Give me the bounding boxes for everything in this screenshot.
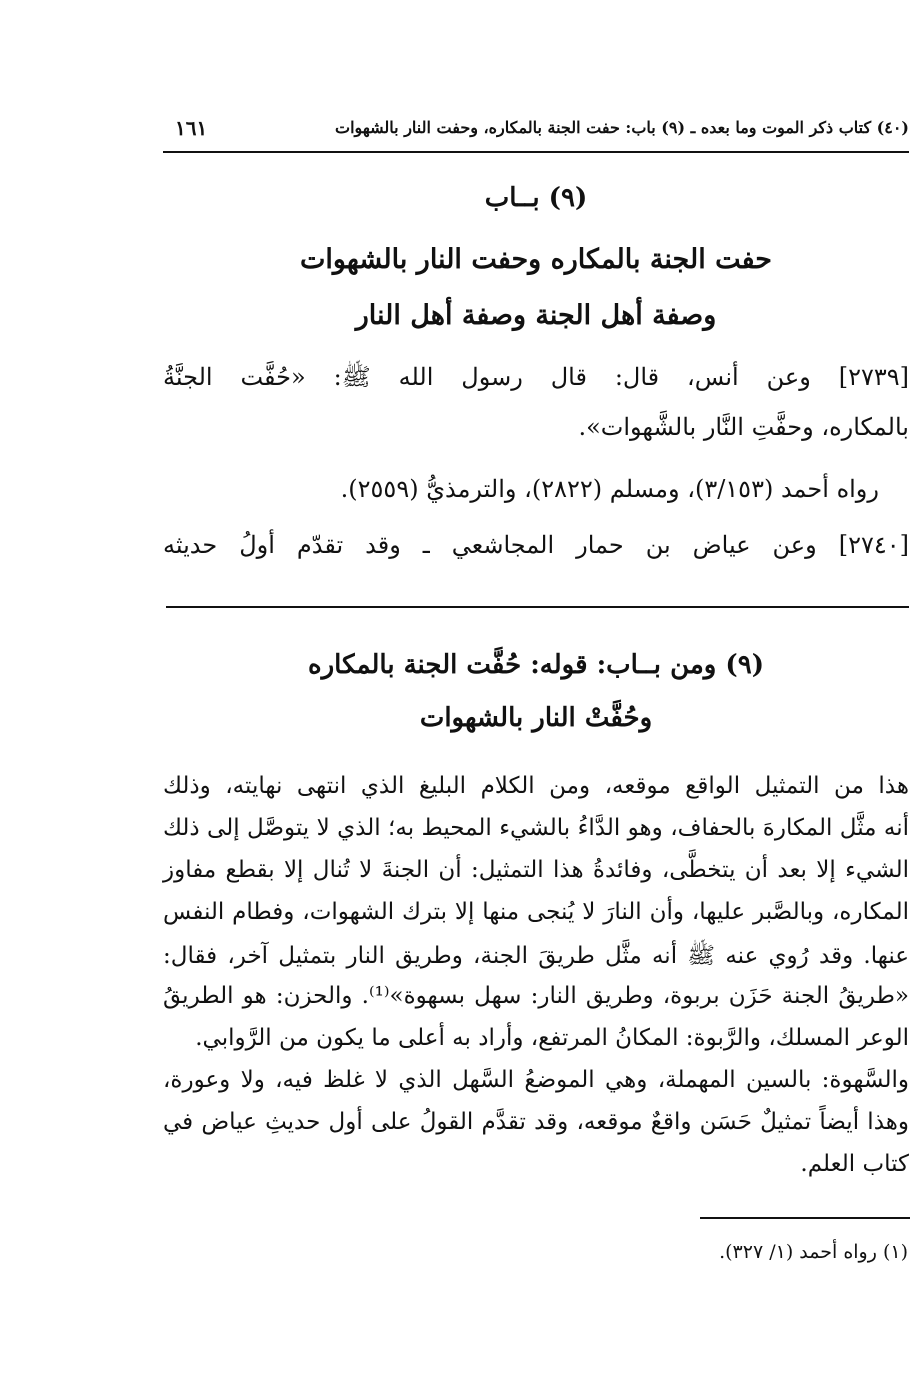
hadith-2739-line-2: بالمكاره، وحفَّتِ النَّار بالشَّهوات».: [578, 413, 909, 441]
commentary-line-4: المكاره، وبالصَّبر عليها، وأن النارَ لا يُنجى منها إلا بترك الشهوات، وفطام النفس: [163, 899, 909, 925]
commentary-line-2: أنه مثَّل المكارهَ بالحفاف، وهو الدَّاءُ بالشيء المحيط به؛ الذي لا يتوصَّل إلى ذلك: [163, 815, 909, 841]
hadith-2740-line: [٢٧٤٠] وعن عياض بن حمار المجاشعي ـ وقد تقدّم أولُ حديثه: [163, 531, 909, 559]
commentary-line-6: «طريقُ الجنة حَزَن بربوة، وطريق النار: سهل بسهوة»⁽¹⁾. والحزن: هو الطريقُ: [163, 983, 909, 1009]
narration-line: رواه أحمد (٣/١٥٣)، ومسلم (٢٨٢٢)، والترمذيُّ (٢٥٥٩).: [340, 475, 879, 503]
page-number: ١٦١: [175, 116, 208, 140]
chapter-title-line-1: حفت الجنة بالمكاره وحفت النار بالشهوات: [300, 244, 772, 275]
commentary-line-1: هذا من التمثيل الواقع موقعه، ومن الكلام البليغ الذي انتهى نهايته، وذلك: [163, 773, 909, 799]
section-divider: [166, 606, 909, 608]
chapter-heading: (٩) بــاب: [484, 183, 588, 213]
commentary-line-10: كتاب العلم.: [800, 1151, 909, 1177]
footnote: (١) رواه أحمد (١/ ٣٢٧).: [719, 1241, 908, 1263]
commentary-line-3: الشيء إلا بعد أن يتخطَّى، وفائدةُ هذا التمثيل: أن الجنةَ لا تُنال إلا بقطع مفاوز: [163, 857, 909, 883]
running-header-title: (٤٠) كتاب ذكر الموت وما بعده ـ (٩) باب: حفت الجنة بالمكاره، وحفت النار بالشهوات: [335, 118, 909, 137]
chapter-title-line-2: وصفة أهل الجنة وصفة أهل النار: [355, 300, 717, 331]
footnote-rule: [700, 1217, 910, 1219]
commentary-heading-line-1: (٩) ومن بــاب: قوله: حُفَّت الجنة بالمكاره: [308, 650, 764, 680]
hadith-2739-line-1: [٢٧٣٩] وعن أنس، قال: قال رسول الله ﷺ: «حُفَّت الجنَّةُ: [163, 363, 910, 391]
running-header: [163, 112, 909, 152]
commentary-line-7: الوعر المسلك، والرَّبوة: المكانُ المرتفع، وأراد به أعلى ما يكون من الرَّوابي.: [195, 1025, 909, 1051]
commentary-line-8: والسَّهوة: بالسين المهملة، وهي الموضعُ السَّهل الذي لا غلظ فيه، ولا وعورة،: [163, 1067, 909, 1093]
commentary-line-5: عنها. وقد رُوي عنه ﷺ أنه مثَّل طريقَ الجنة، وطريق النار بتمثيل آخر، فقال:: [163, 943, 909, 969]
commentary-line-9: وهذا أيضاً تمثيلٌ حَسَن واقعٌ موقعه، وقد تقدَّم القولُ على أول حديثِ عياض في: [163, 1109, 909, 1135]
header-rule: [163, 151, 909, 153]
commentary-heading-line-2: وحُفَّتْ النار بالشهوات: [419, 703, 653, 733]
